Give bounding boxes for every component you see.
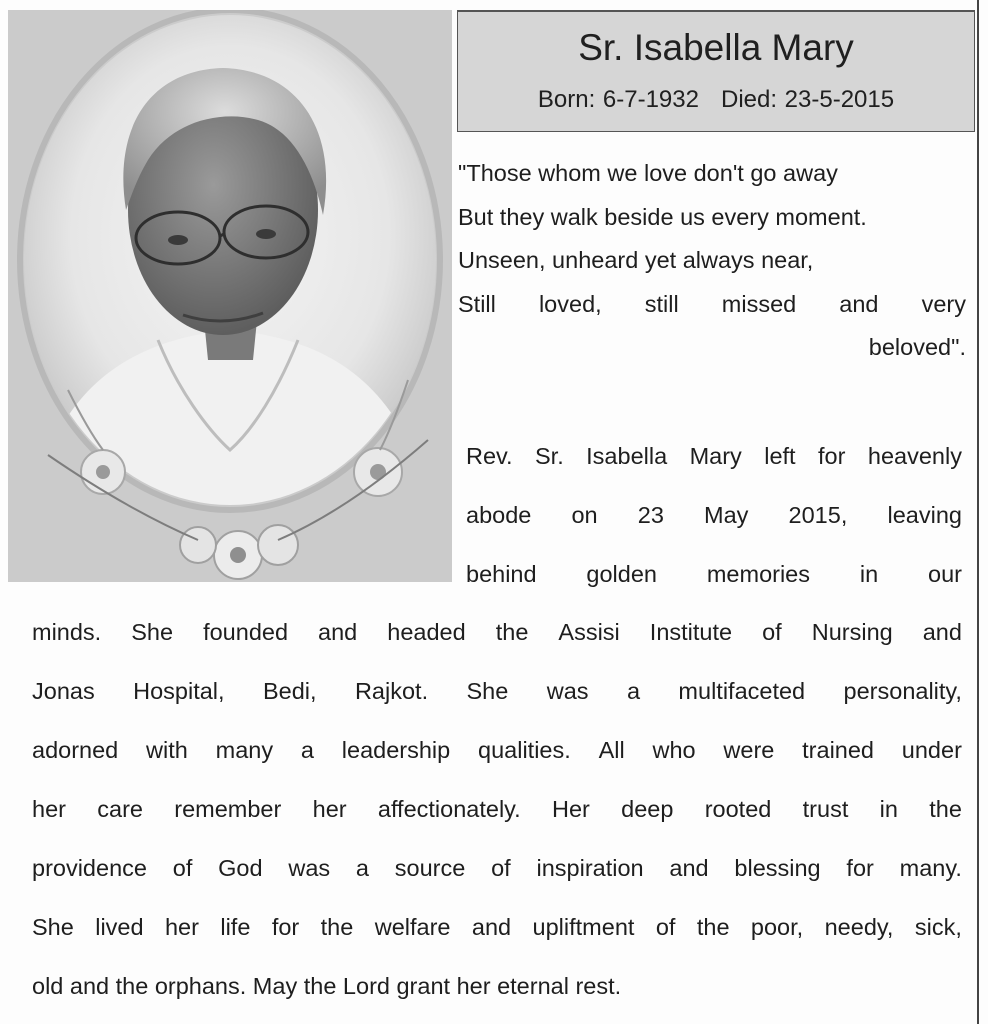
- word: were: [723, 737, 775, 763]
- word: source: [394, 855, 466, 881]
- word: the: [696, 914, 730, 940]
- word: Still: [458, 290, 496, 317]
- word: abode: [466, 502, 532, 528]
- word: life: [220, 914, 251, 940]
- poem-line: "Those whom we love don't go away: [458, 160, 838, 186]
- word: Sr.: [535, 443, 564, 469]
- portrait-illustration: [8, 10, 452, 582]
- word: many: [215, 737, 274, 763]
- word: remember: [174, 796, 282, 822]
- word: who: [652, 737, 696, 763]
- tribute-paragraph-top: [466, 427, 962, 604]
- word: Jonas: [32, 678, 95, 704]
- word: her: [312, 796, 347, 822]
- life-dates: [458, 84, 974, 116]
- tribute-paragraph-bottom: [32, 603, 962, 1016]
- word: Hospital,: [133, 678, 225, 704]
- tribute-line: [32, 839, 962, 898]
- word: her: [164, 914, 199, 940]
- word: minds.: [32, 619, 102, 645]
- word: of: [762, 619, 782, 645]
- word: and: [471, 914, 512, 940]
- word: a: [626, 678, 641, 704]
- word: a: [355, 855, 369, 881]
- word: sick,: [914, 914, 962, 940]
- word: She: [131, 619, 174, 645]
- word: inspiration: [536, 855, 644, 881]
- word: Bedi,: [262, 678, 317, 704]
- word: leadership: [341, 737, 451, 763]
- word: trained: [802, 737, 874, 763]
- word: providence: [32, 855, 147, 881]
- word: under: [901, 737, 962, 763]
- word: for: [818, 443, 846, 469]
- word: welfare: [374, 914, 451, 940]
- word: was: [288, 855, 331, 881]
- word: many.: [899, 855, 962, 881]
- word: All: [598, 737, 625, 763]
- word: Rev.: [466, 443, 513, 469]
- tribute-line: [466, 486, 962, 545]
- word: lived: [95, 914, 144, 940]
- word: qualities.: [478, 737, 571, 763]
- word: and: [922, 619, 962, 645]
- deceased-name: Sr. Isabella Mary: [578, 27, 854, 68]
- word: Isabella: [586, 443, 668, 469]
- born-date: Born: 6-7-1932: [537, 86, 699, 113]
- poem-line: But they walk beside us every moment.: [458, 203, 867, 230]
- tribute-line: [32, 780, 962, 839]
- word: left: [764, 443, 796, 469]
- word: a: [300, 737, 314, 763]
- word: affectionately.: [377, 796, 521, 822]
- word: loved,: [538, 290, 602, 317]
- word: rooted: [704, 796, 772, 822]
- word: leaving: [887, 502, 962, 528]
- word: trust: [802, 796, 849, 822]
- memorial-poem: [458, 152, 966, 370]
- word: with: [146, 737, 188, 763]
- word: our: [928, 561, 962, 587]
- word: upliftment: [532, 914, 635, 940]
- word: Assisi: [558, 619, 620, 645]
- word: Institute: [649, 619, 733, 645]
- word: behind: [466, 561, 537, 587]
- word: Her: [552, 796, 590, 822]
- word: founded: [203, 619, 289, 645]
- word: and: [669, 855, 709, 881]
- word: of: [491, 855, 511, 881]
- word: care: [97, 796, 143, 822]
- word: and: [318, 619, 358, 645]
- word: in: [879, 796, 898, 822]
- tribute-line: [32, 662, 962, 721]
- tribute-line: [32, 721, 962, 780]
- word: was: [546, 678, 589, 704]
- word: She: [32, 914, 74, 940]
- word: May: [704, 502, 749, 528]
- tribute-line: [466, 427, 962, 486]
- word: the: [320, 914, 354, 940]
- word: the: [495, 619, 529, 645]
- word: God: [218, 855, 263, 881]
- word: Nursing: [811, 619, 893, 645]
- poem-line: [458, 283, 966, 327]
- poem-line: Unseen, unheard yet always near,: [458, 247, 814, 273]
- word: missed: [721, 290, 797, 317]
- word: of: [655, 914, 676, 940]
- word: She: [466, 678, 509, 704]
- word: for: [271, 914, 300, 940]
- portrait-photo: [8, 10, 452, 582]
- word: of: [172, 855, 193, 881]
- word: poor,: [750, 914, 804, 940]
- word: Mary: [689, 443, 742, 469]
- tribute-line: [466, 545, 962, 604]
- word: headed: [387, 619, 466, 645]
- word: Rajkot.: [354, 678, 429, 704]
- word: in: [859, 561, 879, 587]
- word: heavenly: [867, 443, 962, 469]
- word: multifaceted: [678, 678, 806, 704]
- word: for: [846, 855, 874, 881]
- died-date: Died: 23-5-2015: [720, 86, 895, 113]
- word: on: [571, 502, 598, 528]
- tribute-line: old and the orphans. May the Lord grant her eternal rest.: [32, 973, 622, 999]
- word: blessing: [734, 855, 821, 881]
- word: still: [644, 290, 679, 317]
- word: her: [32, 796, 66, 822]
- word: 23: [637, 502, 664, 528]
- tribute-line: [32, 898, 962, 957]
- word: deep: [621, 796, 674, 822]
- word: very: [921, 290, 966, 317]
- name-header: [457, 10, 975, 132]
- word: adorned: [32, 737, 119, 763]
- right-border-rule: [977, 0, 979, 1024]
- tribute-line: [32, 603, 962, 662]
- poem-line: beloved".: [868, 334, 966, 360]
- word: 2015,: [788, 502, 848, 528]
- word: and: [839, 290, 879, 317]
- word: the: [929, 796, 962, 822]
- word: needy,: [824, 914, 894, 940]
- word: golden: [586, 561, 657, 587]
- word: memories: [706, 561, 811, 587]
- word: personality,: [843, 678, 962, 704]
